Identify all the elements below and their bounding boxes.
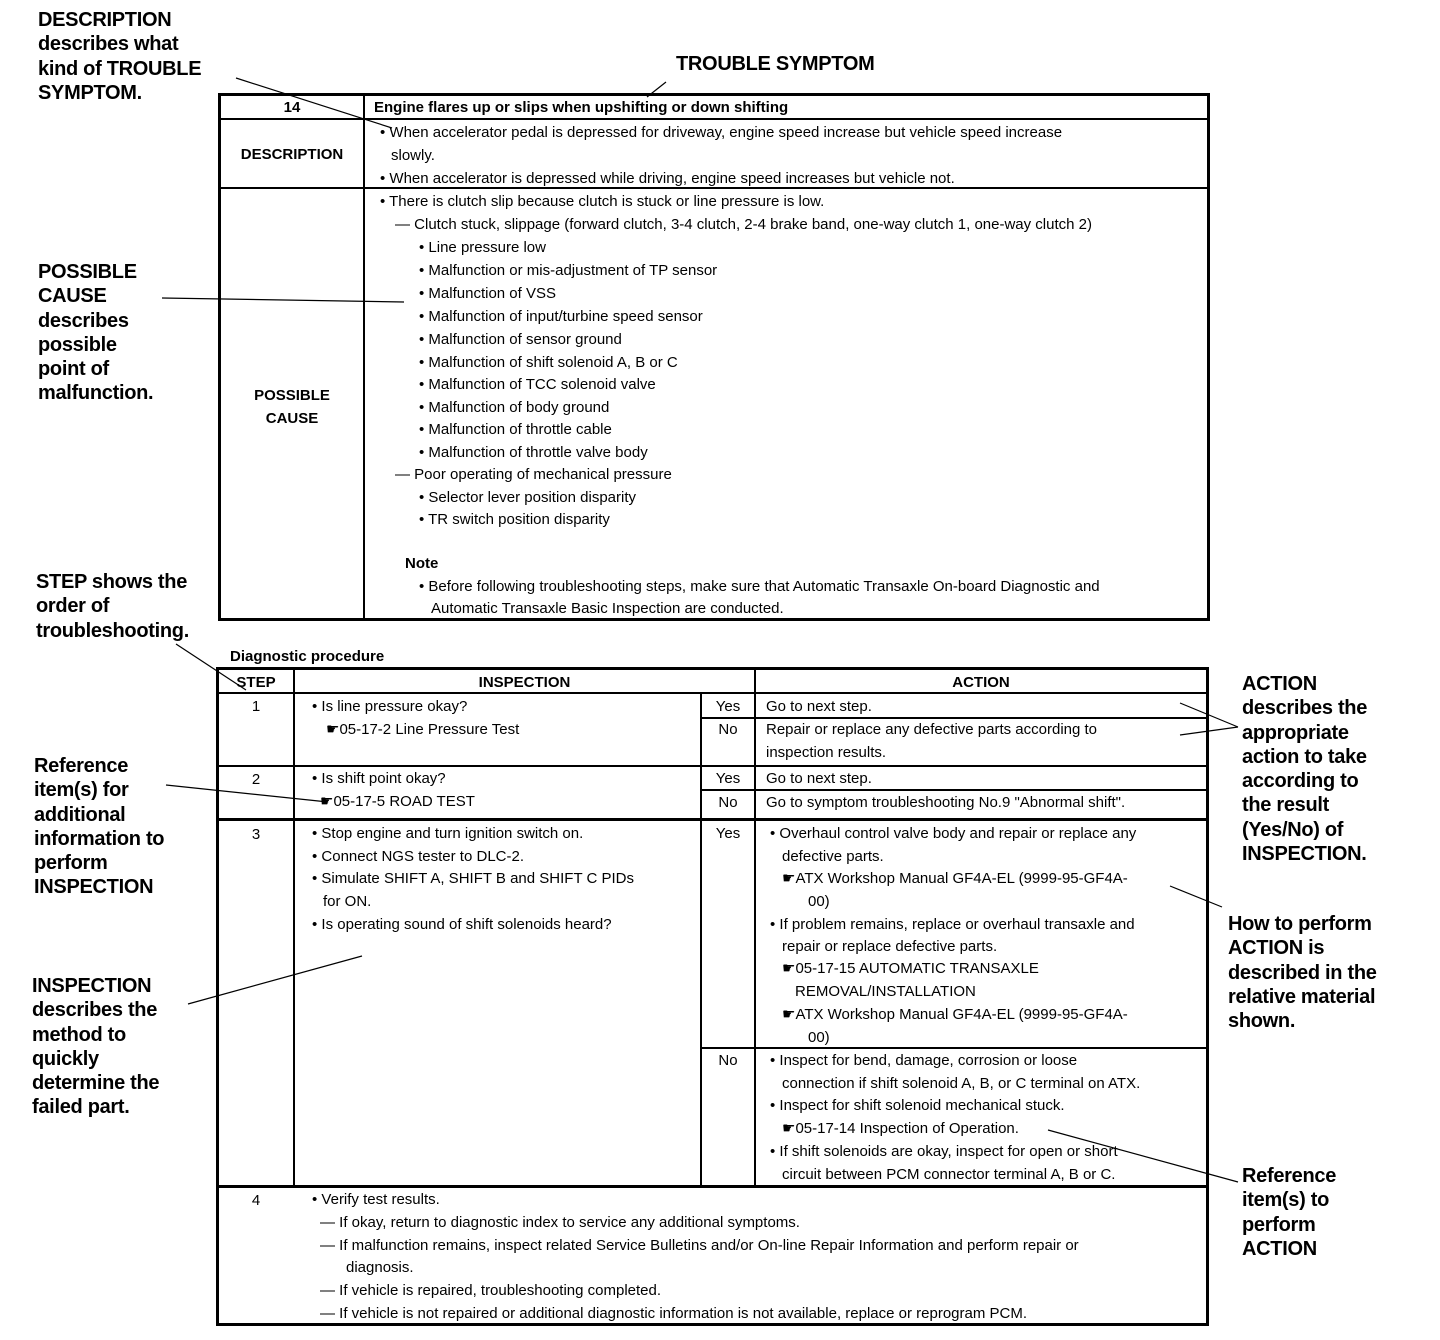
inspection-line: • Is line pressure okay? xyxy=(312,698,468,715)
annotation-line: according to xyxy=(1242,770,1359,793)
annotation-line: Reference xyxy=(1242,1165,1337,1187)
description-label: DESCRIPTION xyxy=(240,146,344,163)
inspection-line: — If malfunction remains, inspect related Service Bulletins and/or On-line Repair Information and perform repair or xyxy=(320,1237,1079,1254)
table-border xyxy=(700,1047,1209,1049)
annotation-action xyxy=(1242,672,1367,866)
table-border xyxy=(293,667,295,1187)
table-border xyxy=(216,818,1209,821)
annotation-line: appropriate xyxy=(1242,721,1349,744)
inspection-line: for ON. xyxy=(323,893,372,910)
yes-label: Yes xyxy=(715,770,741,787)
annotation-line: order of xyxy=(36,595,110,618)
cause-item: • Malfunction of body ground xyxy=(419,399,610,416)
inspection-line: • Is operating sound of shift solenoids heard? xyxy=(312,916,612,933)
cause-item: • Malfunction of sensor ground xyxy=(419,331,622,348)
inspection-line: — If vehicle is not repaired or additional diagnostic information is not available, replace or reprogram PCM. xyxy=(320,1305,1028,1322)
annotation-line: additional xyxy=(34,803,126,826)
reference-link[interactable]: ☛05-17-5 ROAD TEST xyxy=(320,793,475,810)
annotation-line: describes the xyxy=(32,999,158,1022)
description-line: • When accelerator is depressed while driving, engine speed increases but vehicle not. xyxy=(380,170,955,187)
table-border xyxy=(218,93,1210,96)
annotation-line: describes xyxy=(38,309,129,332)
yes-label: Yes xyxy=(715,825,741,842)
annotation-line: ACTION is xyxy=(1228,937,1325,960)
no-label: No xyxy=(718,721,738,738)
leader-action-b xyxy=(1180,727,1238,735)
leader-possible-cause xyxy=(162,298,404,302)
header-action: ACTION xyxy=(952,674,1010,691)
annotation-line: INSPECTION xyxy=(32,975,152,997)
step-number: 2 xyxy=(251,771,261,788)
annotation-reference-action xyxy=(1242,1164,1336,1261)
step-number: 4 xyxy=(251,1192,261,1209)
inspection-line: • Verify test results. xyxy=(312,1191,440,1208)
action-line: • Inspect for bend, damage, corrosion or loose xyxy=(770,1052,1078,1069)
action-line: • If shift solenoids are okay, inspect for open or short xyxy=(770,1143,1118,1160)
annotation-line: the result xyxy=(1242,794,1330,817)
table-border xyxy=(216,667,1209,670)
annotation-line: perform xyxy=(1242,1213,1316,1236)
cause-item: • Malfunction of VSS xyxy=(419,285,556,302)
action-line: Go to symptom troubleshooting No.9 "Abnormal shift". xyxy=(766,794,1126,811)
annotation-line: action to take xyxy=(1242,745,1367,768)
table-border xyxy=(700,694,702,1187)
leader-how-to xyxy=(1170,886,1222,907)
symptom-number: 14 xyxy=(283,99,301,116)
annotation-line: determine the xyxy=(32,1072,160,1095)
description-line: • When accelerator pedal is depressed for driveway, engine speed increase but vehicle speed increase xyxy=(380,124,1063,141)
cause-item: • Malfunction of shift solenoid A, B or C xyxy=(419,354,678,371)
annotation-line: DESCRIPTION xyxy=(38,9,172,31)
cause-item: • Malfunction of input/turbine speed sensor xyxy=(419,308,703,325)
annotation-line: How to perform xyxy=(1228,913,1372,935)
action-line: Go to next step. xyxy=(766,698,872,715)
leader-action-a xyxy=(1180,703,1238,727)
no-label: No xyxy=(718,794,738,811)
annotation-line: ACTION xyxy=(1242,673,1317,695)
table-border xyxy=(216,1185,1209,1188)
annotation-line: item(s) for xyxy=(34,779,129,802)
cause-group: — Clutch stuck, slippage (forward clutch, 3-4 clutch, 2-4 brake band, one-way clutch 1, one-way clutch 2) xyxy=(395,216,1092,233)
table-border xyxy=(216,692,1209,694)
table-border xyxy=(218,118,1210,120)
note-line: • Before following troubleshooting steps, make sure that Automatic Transaxle On-board Diagnostic and xyxy=(419,578,1100,595)
cause-item: • Line pressure low xyxy=(419,239,546,256)
table-border xyxy=(216,765,1209,767)
annotation-line: described in the xyxy=(1228,961,1377,984)
annotation-line: quickly xyxy=(32,1047,99,1070)
action-line: inspection results. xyxy=(766,744,887,761)
description-line: slowly. xyxy=(391,147,435,164)
inspection-line: • Stop engine and turn ignition switch on. xyxy=(312,825,584,842)
note-label: Note xyxy=(405,555,439,572)
action-line: REMOVAL/INSTALLATION xyxy=(795,983,976,1000)
annotation-inspection xyxy=(32,974,159,1120)
action-line: repair or replace defective parts. xyxy=(782,938,998,955)
leader-inspection xyxy=(188,956,362,1004)
annotation-line: information to xyxy=(34,827,165,850)
cause-item: • Selector lever position disparity xyxy=(419,489,637,506)
annotation-line: item(s) to xyxy=(1242,1189,1330,1212)
annotation-description xyxy=(38,8,201,105)
action-line: Repair or replace any defective parts according to xyxy=(766,721,1098,738)
table-border xyxy=(216,1323,1209,1326)
table-border xyxy=(218,93,221,621)
annotation-line: point of xyxy=(38,358,109,381)
action-line: • If problem remains, replace or overhaul transaxle and xyxy=(770,916,1135,933)
annotation-trouble-symptom: TROUBLE SYMPTOM xyxy=(676,53,875,75)
annotation-line: malfunction. xyxy=(38,382,154,405)
table-border xyxy=(218,618,1210,621)
inspection-line: — If okay, return to diagnostic index to service any additional symptoms. xyxy=(320,1214,800,1231)
annotation-line: possible xyxy=(38,333,117,356)
cause-label: CAUSE xyxy=(265,410,319,427)
annotation-line: describes the xyxy=(1242,697,1368,720)
annotation-step xyxy=(36,570,189,643)
annotation-line: describes what xyxy=(38,33,179,56)
action-line: 00) xyxy=(808,893,830,910)
table-border xyxy=(754,667,756,1187)
cause-item: • TR switch position disparity xyxy=(419,511,610,528)
step-number: 3 xyxy=(251,826,261,843)
annotation-line: relative material xyxy=(1228,985,1376,1008)
inspection-line: • Simulate SHIFT A, SHIFT B and SHIFT C PIDs xyxy=(312,870,635,887)
cause-item: • Malfunction of throttle valve body xyxy=(419,444,648,461)
inspection-line: • Is shift point okay? xyxy=(312,770,446,787)
step-number: 1 xyxy=(251,698,261,715)
annotation-line: perform xyxy=(34,852,108,875)
inspection-line: diagnosis. xyxy=(346,1259,414,1276)
cause-item: • Malfunction of throttle cable xyxy=(419,421,612,438)
annotation-line: INSPECTION xyxy=(34,876,154,899)
annotation-how-to-perform xyxy=(1228,912,1377,1033)
annotation-possible-cause xyxy=(38,260,153,406)
inspection-line: — If vehicle is repaired, troubleshooting completed. xyxy=(320,1282,662,1299)
no-label: No xyxy=(718,1052,738,1069)
table-border xyxy=(363,93,365,621)
annotation-line: failed part. xyxy=(32,1096,130,1119)
reference-link[interactable]: ☛05-17-2 Line Pressure Test xyxy=(326,721,520,738)
annotation-line: Reference xyxy=(34,755,129,777)
reference-link[interactable]: ☛ATX Workshop Manual GF4A-EL (9999-95-GF4A- xyxy=(782,870,1128,887)
header-step: STEP xyxy=(236,674,276,691)
reference-link[interactable]: ☛05-17-14 Inspection of Operation. xyxy=(782,1120,1019,1137)
table-border xyxy=(700,717,1209,719)
annotation-line: SYMPTOM. xyxy=(38,81,142,104)
annotation-line: method to xyxy=(32,1023,126,1046)
action-line: • Inspect for shift solenoid mechanical stuck. xyxy=(770,1097,1065,1114)
note-line: Automatic Transaxle Basic Inspection are conducted. xyxy=(431,600,784,617)
annotation-line: troubleshooting. xyxy=(36,619,189,642)
symptom-title: Engine flares up or slips when upshifting or down shifting xyxy=(374,99,789,116)
header-inspection: INSPECTION xyxy=(478,674,571,691)
annotation-line: ACTION xyxy=(1242,1237,1317,1260)
action-line: 00) xyxy=(808,1029,830,1046)
cause-item: • Malfunction of TCC solenoid valve xyxy=(419,376,656,393)
cause-item: • Malfunction or mis-adjustment of TP sensor xyxy=(419,262,718,279)
table-border xyxy=(700,789,1209,791)
reference-link[interactable]: ☛05-17-15 AUTOMATIC TRANSAXLE xyxy=(782,960,1039,977)
reference-link[interactable]: ☛ATX Workshop Manual GF4A-EL (9999-95-GF4A- xyxy=(782,1006,1128,1023)
table-border xyxy=(1207,93,1210,621)
action-line: Go to next step. xyxy=(766,770,872,787)
annotation-reference-inspection xyxy=(34,754,164,900)
annotation-line: STEP shows the xyxy=(36,571,188,593)
action-line: circuit between PCM connector terminal A, B or C. xyxy=(782,1166,1116,1183)
cause-label: POSSIBLE xyxy=(254,387,330,404)
inspection-line: • Connect NGS tester to DLC-2. xyxy=(312,848,524,865)
action-line: connection if shift solenoid A, B, or C terminal on ATX. xyxy=(782,1075,1141,1092)
annotation-line: kind of TROUBLE xyxy=(38,57,202,80)
annotation-line: shown. xyxy=(1228,1010,1296,1033)
annotation-line: POSSIBLE xyxy=(38,261,137,283)
annotation-line: INSPECTION. xyxy=(1242,843,1367,866)
annotation-line: (Yes/No) of xyxy=(1242,818,1344,841)
diagnostic-procedure-title: Diagnostic procedure xyxy=(230,648,385,665)
action-line: • Overhaul control valve body and repair or replace any xyxy=(770,825,1137,842)
cause-group: — Poor operating of mechanical pressure xyxy=(395,466,672,483)
yes-label: Yes xyxy=(715,698,741,715)
action-line: defective parts. xyxy=(782,848,884,865)
cause-intro: • There is clutch slip because clutch is stuck or line pressure is low. xyxy=(380,193,825,210)
annotation-line: CAUSE xyxy=(38,285,107,308)
